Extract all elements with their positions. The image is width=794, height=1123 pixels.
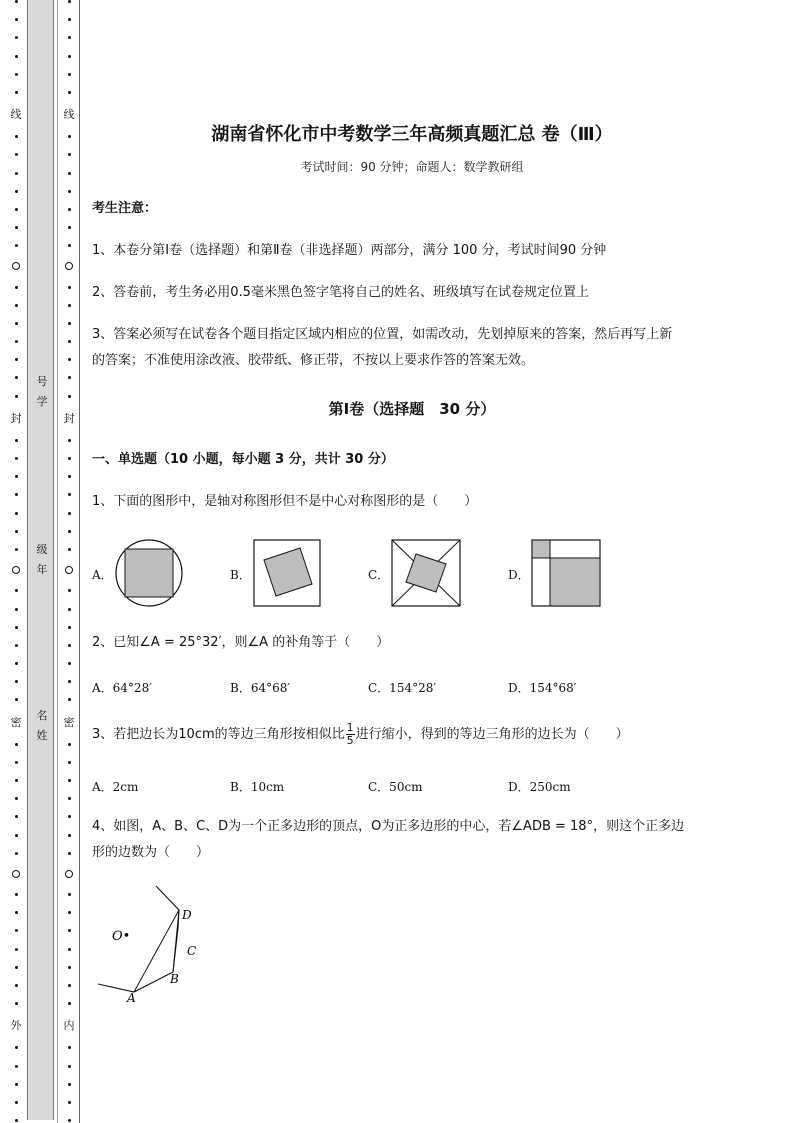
cut-line-dot [68, 984, 71, 987]
cut-line-dot [15, 984, 18, 987]
cut-line-dot [15, 55, 18, 58]
binding-line [57, 0, 58, 1123]
cut-line-dot [15, 680, 18, 683]
q3-option-c: C．50cm [368, 780, 423, 794]
cut-line-dot [68, 1119, 71, 1122]
cut-line-dot [15, 286, 18, 289]
cut-line-dot [15, 644, 18, 647]
cut-line-circle [65, 870, 73, 878]
cut-line-dot [68, 322, 71, 325]
cut-line-dot [15, 626, 18, 629]
cut-line-dot [68, 0, 71, 3]
cut-line-dot [68, 1065, 71, 1068]
cut-line-dot [15, 439, 18, 442]
q2-option-c: C．154°28′ [368, 681, 437, 695]
cut-line-dot [15, 73, 18, 76]
q3-fraction-denominator: 5 [346, 734, 354, 747]
cut-line-circle [12, 566, 20, 574]
cut-line-dot [68, 626, 71, 629]
cut-line-dot [68, 475, 71, 478]
q1-option-b-figure [252, 538, 322, 608]
cut-line-dot [68, 36, 71, 39]
cut-line-dot [68, 439, 71, 442]
cut-line-dot [15, 608, 18, 611]
cut-line-dot [15, 190, 18, 193]
q2-option-b: B．64°68′ [230, 681, 291, 695]
cut-line-dot [15, 815, 18, 818]
cut-line-dot [68, 589, 71, 592]
q1-option-d-label: D． [508, 568, 530, 582]
cut-line-dot [68, 761, 71, 764]
cut-line-dot [15, 358, 18, 361]
q4-label-o: O• [112, 929, 131, 944]
q4-label-b: B [170, 972, 179, 986]
cut-line-dot [68, 208, 71, 211]
cut-line-dot [68, 18, 71, 21]
cut-line-dot [15, 493, 18, 496]
cut-line-dot [15, 1101, 18, 1104]
cut-line-dot [15, 911, 18, 914]
notice-item: 3、答案必须写在试卷各个题目指定区域内相应的位置，如需改动，先划掉原来的答案，然后再写上新 [92, 327, 673, 342]
question-4-stem-continued: 形的边数为（ ） [92, 845, 210, 860]
cut-line-dot [68, 376, 71, 379]
grade-label: 级 年 [36, 543, 48, 576]
cut-line-dot [68, 797, 71, 800]
name-label: 名 姓 [36, 709, 48, 742]
question-3-stem [92, 722, 629, 748]
cut-line-dot [68, 815, 71, 818]
margin-border [79, 0, 80, 1123]
cut-line-dot [15, 743, 18, 746]
cut-line-dot [15, 512, 18, 515]
student-number-label: 号 学 [36, 375, 48, 408]
cut-line-dot [15, 457, 18, 460]
cut-line-dot [15, 589, 18, 592]
notice-heading: 考生注意： [92, 201, 158, 216]
cut-line-dot [68, 644, 71, 647]
cut-line-dot [15, 395, 18, 398]
cut-line-dot [68, 55, 71, 58]
cut-line-dot [68, 966, 71, 969]
cut-line-dot [68, 743, 71, 746]
cut-line-dot [15, 475, 18, 478]
cut-line-circle [12, 262, 20, 270]
cut-line-dot [68, 226, 71, 229]
cut-line-dot [68, 395, 71, 398]
q2-option-d: D．154°68′ [508, 681, 577, 695]
cut-line-dot [15, 698, 18, 701]
section-title: 第Ⅰ卷（选择题 30 分） [328, 400, 496, 418]
cut-line-dot [15, 340, 18, 343]
cut-line-dot [68, 304, 71, 307]
cut-line-dot [15, 1002, 18, 1005]
cut-line-dot [15, 548, 18, 551]
question-4-stem: 4、如图，A、B、C、D为一个正多边形的顶点，O为正多边形的中心，若∠ADB = 18°，则这个正多边 [92, 819, 685, 834]
cut-line-dot [15, 530, 18, 533]
question-2-stem: 2、已知∠A = 25°32′，则∠A 的补角等于（ ） [92, 635, 390, 650]
exam-info: 考试时间：90 分钟；命题人：数学教研组 [300, 160, 524, 174]
cut-line-dot [15, 0, 18, 3]
cut-line-dot [15, 18, 18, 21]
cut-line-dot [68, 530, 71, 533]
cut-line-mark: 封 [10, 411, 22, 425]
cut-line-mark: 线 [10, 108, 22, 122]
cut-line-dot [15, 893, 18, 896]
cut-line-dot [68, 698, 71, 701]
cut-line-circle [65, 262, 73, 270]
cut-line-mark: 线 [63, 108, 75, 122]
cut-line-dot [68, 1101, 71, 1104]
q4-polygon-figure [96, 880, 226, 1005]
cut-line-mark: 外 [10, 1019, 22, 1033]
cut-line-circle [65, 566, 73, 574]
cut-line-dot [15, 226, 18, 229]
cut-line-dot [15, 153, 18, 156]
q3-stem-end: 进行缩小，得到的等边三角形的边长为（ ） [355, 727, 629, 742]
cut-line-dot [68, 493, 71, 496]
cut-line-dot [68, 73, 71, 76]
q1-option-c-figure [390, 538, 462, 608]
q1-option-a-figure [114, 538, 184, 608]
cut-line-dot [15, 929, 18, 932]
cut-line-dot [15, 244, 18, 247]
cut-line-dot [15, 36, 18, 39]
cut-line-dot [15, 135, 18, 138]
q3-option-b: B．10cm [230, 780, 285, 794]
cut-line-dot [68, 135, 71, 138]
cut-line-dot [15, 966, 18, 969]
cut-line-mark: 内 [63, 1019, 75, 1033]
cut-line-dot [68, 153, 71, 156]
cut-line-dot [68, 358, 71, 361]
q1-option-a-label: A． [92, 568, 113, 582]
cut-line-dot [68, 929, 71, 932]
notice-item: 1、本卷分第Ⅰ卷（选择题）和第Ⅱ卷（非选择题）两部分，满分 100 分，考试时间90 分钟 [92, 243, 607, 258]
cut-line-dot [15, 834, 18, 837]
cut-line-mark: 密 [10, 715, 22, 729]
cut-line-dot [15, 852, 18, 855]
notice-item: 2、答卷前，考生务必用0.5毫米黑色签字笔将自己的姓名、班级填写在试卷规定位置上 [92, 285, 589, 300]
cut-line-dot [15, 1119, 18, 1122]
cut-line-dot [15, 322, 18, 325]
cut-line-dot [68, 340, 71, 343]
q1-option-c-label: C． [368, 568, 390, 582]
q3-fraction-numerator: 1 [346, 721, 354, 734]
cut-line-dot [68, 512, 71, 515]
cut-line-dot [15, 1065, 18, 1068]
cut-line-dot [15, 662, 18, 665]
q2-option-a: A．64°28′ [92, 681, 152, 695]
cut-line-dot [68, 457, 71, 460]
cut-line-dot [68, 852, 71, 855]
cut-line-dot [15, 1083, 18, 1086]
dotted-cut-line-right [63, 0, 75, 1123]
cut-line-dot [68, 1046, 71, 1049]
dotted-cut-line-left [10, 0, 22, 1123]
cut-line-dot [68, 948, 71, 951]
cut-line-dot [15, 304, 18, 307]
q4-label-c: C [187, 944, 197, 958]
q4-label-d: D [182, 908, 192, 922]
cut-line-dot [68, 608, 71, 611]
cut-line-mark: 密 [63, 715, 75, 729]
q4-label-a: A [127, 991, 136, 1005]
cut-line-dot [68, 779, 71, 782]
cut-line-dot [68, 286, 71, 289]
q3-option-d: D．250cm [508, 780, 571, 794]
cut-line-dot [15, 91, 18, 94]
q3-ratio-fraction [346, 722, 355, 747]
cut-line-mark: 封 [63, 411, 75, 425]
cut-line-dot [15, 761, 18, 764]
q3-option-a: A．2cm [92, 780, 139, 794]
question-1-stem: 1、下面的图形中，是轴对称图形但不是中心对称图形的是（ ） [92, 494, 478, 509]
cut-line-dot [68, 680, 71, 683]
notice-item-continued: 的答案；不准使用涂改液、胶带纸、修正带，不按以上要求作答的答案无效。 [92, 353, 535, 368]
cut-line-dot [15, 208, 18, 211]
cut-line-dot [68, 244, 71, 247]
q1-option-b-label: B． [230, 568, 251, 582]
cut-line-dot [15, 1046, 18, 1049]
cut-line-circle [12, 870, 20, 878]
q3-stem-start: 3、若把边长为10cm的等边三角形按相似比 [92, 727, 345, 742]
cut-line-dot [68, 911, 71, 914]
cut-line-dot [15, 172, 18, 175]
cut-line-dot [15, 779, 18, 782]
cut-line-dot [68, 834, 71, 837]
part-heading: 一、单选题（10 小题，每小题 3 分，共计 30 分） [92, 452, 394, 467]
cut-line-dot [68, 1002, 71, 1005]
q1-option-d-figure [530, 538, 602, 608]
cut-line-dot [15, 797, 18, 800]
cut-line-dot [15, 376, 18, 379]
cut-line-dot [68, 548, 71, 551]
cut-line-dot [68, 91, 71, 94]
cut-line-dot [68, 662, 71, 665]
cut-line-dot [68, 172, 71, 175]
cut-line-dot [15, 948, 18, 951]
cut-line-dot [68, 190, 71, 193]
page-title: 湖南省怀化市中考数学三年高频真题汇总 卷（Ⅲ） [211, 124, 613, 145]
cut-line-dot [68, 893, 71, 896]
cut-line-dot [68, 1083, 71, 1086]
